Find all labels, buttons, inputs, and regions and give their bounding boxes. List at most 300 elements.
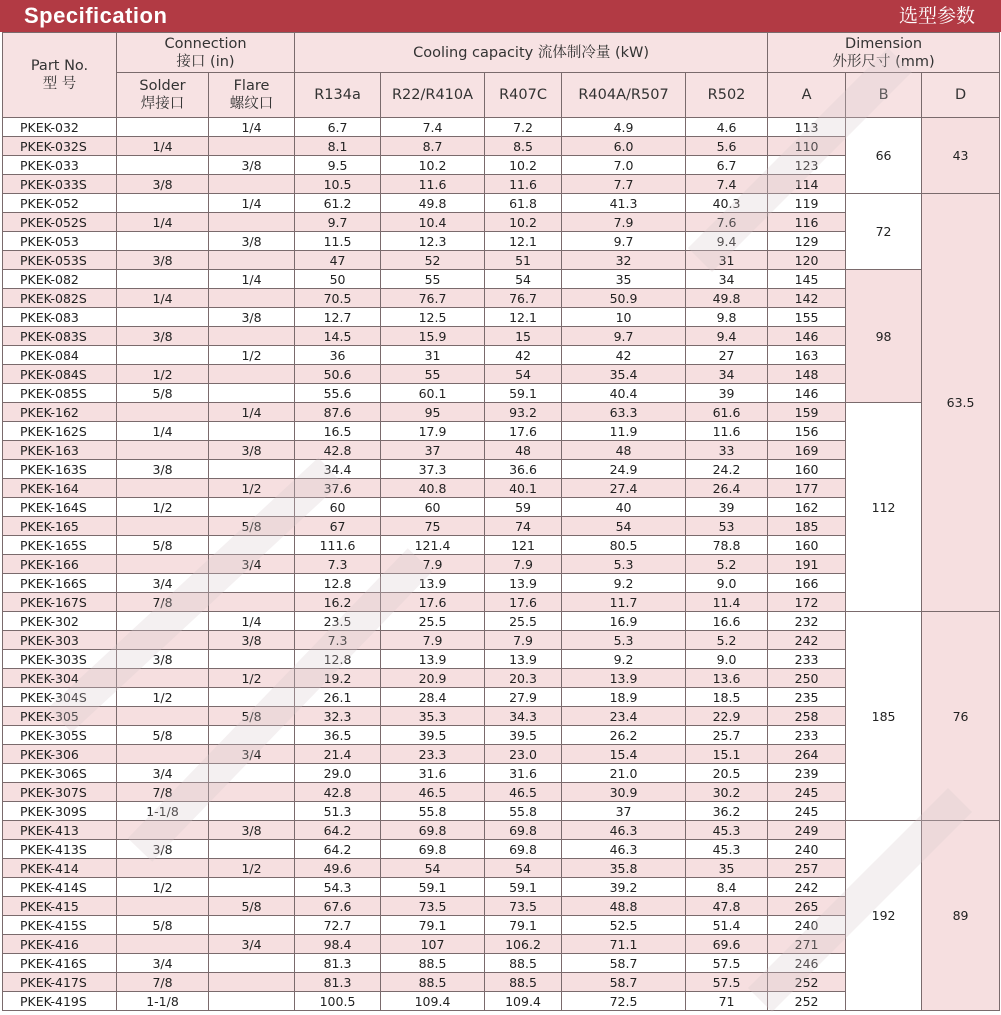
table-row: [3, 270, 1000, 289]
r134a-cell: 47: [295, 251, 381, 270]
dim-a-cell: 235: [768, 688, 846, 707]
r134a-cell: 16.5: [295, 422, 381, 441]
solder-cell: [117, 631, 209, 650]
r134a-cell: 70.5: [295, 289, 381, 308]
part-no-cell: PKEK-416: [3, 935, 117, 954]
r502-cell: 25.7: [686, 726, 768, 745]
flare-cell: [209, 688, 295, 707]
r22-r410a-cell: 37.3: [381, 460, 485, 479]
dim-a-cell: 252: [768, 973, 846, 992]
r407c-cell: 13.9: [485, 650, 562, 669]
r502-cell: 5.2: [686, 631, 768, 650]
part-no-label-cn: 型 号: [42, 76, 77, 92]
r134a-cell: 16.2: [295, 593, 381, 612]
part-no-cell: PKEK-082: [3, 270, 117, 289]
r134a-cell: 29.0: [295, 764, 381, 783]
flare-cell: 3/8: [209, 308, 295, 327]
flare-cell: 3/4: [209, 935, 295, 954]
r22-r410a-cell: 55: [381, 270, 485, 289]
r134a-cell: 64.2: [295, 840, 381, 859]
r404a-r507-cell: 15.4: [562, 745, 686, 764]
r404a-r507-cell: 48.8: [562, 897, 686, 916]
solder-header: [117, 73, 209, 118]
r407c-cell: 106.2: [485, 935, 562, 954]
r404a-r507-cell: 11.9: [562, 422, 686, 441]
r407c-cell: 34.3: [485, 707, 562, 726]
r407c-cell: 54: [485, 365, 562, 384]
r404a-r507-cell: 54: [562, 517, 686, 536]
r407c-cell: 12.1: [485, 308, 562, 327]
dim-d-cell: 89: [922, 821, 1000, 1011]
r404a-r507-cell: 27.4: [562, 479, 686, 498]
solder-cell: 5/8: [117, 726, 209, 745]
r407c-cell: 17.6: [485, 593, 562, 612]
solder-cell: [117, 270, 209, 289]
r404a-r507-cell: 5.3: [562, 555, 686, 574]
part-no-cell: PKEK-307S: [3, 783, 117, 802]
r22-r410a-cell: 17.9: [381, 422, 485, 441]
r404a-r507-cell: 9.2: [562, 650, 686, 669]
flare-cell: [209, 954, 295, 973]
r22-r410a-cell: 25.5: [381, 612, 485, 631]
dimension-header: [768, 33, 1000, 73]
r134a-cell: 55.6: [295, 384, 381, 403]
r404a-r507-cell: 41.3: [562, 194, 686, 213]
r404a-r507-cell: 9.2: [562, 574, 686, 593]
flare-cell: 1/4: [209, 118, 295, 137]
r404a-r507-cell: 71.1: [562, 935, 686, 954]
solder-cell: 1/4: [117, 213, 209, 232]
r502-cell: 40.3: [686, 194, 768, 213]
dim-a-cell: 119: [768, 194, 846, 213]
spec-table: [2, 32, 1000, 1011]
part-no-cell: PKEK-303: [3, 631, 117, 650]
solder-cell: 1-1/8: [117, 802, 209, 821]
dim-a-cell: 233: [768, 726, 846, 745]
solder-cell: [117, 612, 209, 631]
part-no-cell: PKEK-309S: [3, 802, 117, 821]
flare-cell: 1/4: [209, 403, 295, 422]
solder-cell: 7/8: [117, 593, 209, 612]
r22-r410a-cell: 76.7: [381, 289, 485, 308]
r502-cell: 35: [686, 859, 768, 878]
dim-a-cell: 239: [768, 764, 846, 783]
r134a-cell: 111.6: [295, 536, 381, 555]
dim-b-cell: 112: [846, 403, 922, 612]
part-no-cell: PKEK-166: [3, 555, 117, 574]
r404a-r507-cell: 80.5: [562, 536, 686, 555]
r22-r410a-cell: 28.4: [381, 688, 485, 707]
r22-r410a-cell: 59.1: [381, 878, 485, 897]
flare-cell: [209, 802, 295, 821]
flare-cell: [209, 726, 295, 745]
r404a-r507-cell: 30.9: [562, 783, 686, 802]
r407c-cell: 40.1: [485, 479, 562, 498]
dim-a-cell: 242: [768, 631, 846, 650]
part-no-cell: PKEK-305S: [3, 726, 117, 745]
r407c-cell: 54: [485, 859, 562, 878]
r407c-cell: 76.7: [485, 289, 562, 308]
r404a-r507-cell: 40.4: [562, 384, 686, 403]
r407c-cell: 17.6: [485, 422, 562, 441]
r404a-r507-cell: 9.7: [562, 232, 686, 251]
part-no-cell: PKEK-082S: [3, 289, 117, 308]
r22-r410a-cell: 23.3: [381, 745, 485, 764]
r502-cell: 39: [686, 498, 768, 517]
r502-cell: 71: [686, 992, 768, 1011]
solder-cell: 3/4: [117, 764, 209, 783]
r134a-cell: 49.6: [295, 859, 381, 878]
part-no-cell: PKEK-306S: [3, 764, 117, 783]
flare-cell: [209, 422, 295, 441]
solder-cell: 1/4: [117, 422, 209, 441]
r404a-r507-cell: 23.4: [562, 707, 686, 726]
dim-a-cell: 120: [768, 251, 846, 270]
r404a-r507-cell: 58.7: [562, 954, 686, 973]
r134a-cell: 36.5: [295, 726, 381, 745]
r22-r410a-cell: 7.9: [381, 555, 485, 574]
r407c-cell: 73.5: [485, 897, 562, 916]
r134a-cell: 36: [295, 346, 381, 365]
r407c-cell: 12.1: [485, 232, 562, 251]
solder-cell: 7/8: [117, 973, 209, 992]
r134a-cell: 61.2: [295, 194, 381, 213]
part-no-cell: PKEK-304S: [3, 688, 117, 707]
r407c-cell: 13.9: [485, 574, 562, 593]
r404a-r507-cell: 5.3: [562, 631, 686, 650]
dim-a-cell: 163: [768, 346, 846, 365]
part-no-cell: PKEK-084S: [3, 365, 117, 384]
r502-cell: 31: [686, 251, 768, 270]
r404a-r507-cell: 11.7: [562, 593, 686, 612]
flare-cell: [209, 384, 295, 403]
dim-d-cell: 43: [922, 118, 1000, 194]
r22-r410a-cell: 12.3: [381, 232, 485, 251]
flare-cell: [209, 289, 295, 308]
r502-cell: 69.6: [686, 935, 768, 954]
cooling-capacity-header: Cooling capacity 流体制冷量 (kW): [295, 33, 768, 73]
flare-header: [209, 73, 295, 118]
solder-cell: [117, 118, 209, 137]
r134a-cell: 7.3: [295, 555, 381, 574]
r134a-cell: 12.8: [295, 650, 381, 669]
flare-cell: [209, 175, 295, 194]
r134a-cell: 87.6: [295, 403, 381, 422]
r407c-cell: 74: [485, 517, 562, 536]
dim-a-cell: 240: [768, 840, 846, 859]
r404a-r507-cell: 10: [562, 308, 686, 327]
dim-a-cell: 258: [768, 707, 846, 726]
part-no-cell: PKEK-303S: [3, 650, 117, 669]
part-no-cell: PKEK-084: [3, 346, 117, 365]
r22-r410a-cell: 7.9: [381, 631, 485, 650]
r404a-r507-cell: 16.9: [562, 612, 686, 631]
r407c-cell: 42: [485, 346, 562, 365]
flare-cell: 1/4: [209, 612, 295, 631]
page-title-cn: 选型参数: [898, 5, 975, 27]
part-no-cell: PKEK-163: [3, 441, 117, 460]
r134a-cell: 42.8: [295, 441, 381, 460]
part-no-cell: PKEK-032: [3, 118, 117, 137]
r407c-cell: 11.6: [485, 175, 562, 194]
dim-b-cell: 98: [846, 270, 922, 403]
r502-cell: 22.9: [686, 707, 768, 726]
r134a-cell: 12.8: [295, 574, 381, 593]
r502-cell: 18.5: [686, 688, 768, 707]
flare-cell: 3/8: [209, 441, 295, 460]
dim-a-cell: 177: [768, 479, 846, 498]
r22-r410a-cell: 107: [381, 935, 485, 954]
solder-cell: [117, 821, 209, 840]
spec-table-body: [3, 118, 1000, 1011]
flare-cell: 3/8: [209, 631, 295, 650]
dim-a-cell: 264: [768, 745, 846, 764]
r404a-r507-cell: 58.7: [562, 973, 686, 992]
r134a-cell: 12.7: [295, 308, 381, 327]
r404a-r507-cell: 46.3: [562, 821, 686, 840]
dim-a-cell: 191: [768, 555, 846, 574]
r22-r410a-cell: 8.7: [381, 137, 485, 156]
solder-cell: [117, 156, 209, 175]
r22-r410a-cell: 79.1: [381, 916, 485, 935]
r407c-cell: 54: [485, 270, 562, 289]
r404a-r507-cell: 21.0: [562, 764, 686, 783]
r404a-r507-cell: 7.9: [562, 213, 686, 232]
flare-cell: 1/2: [209, 479, 295, 498]
flare-cell: [209, 650, 295, 669]
flare-cell: 1/4: [209, 194, 295, 213]
connection-label-cn: 接口 (in): [176, 53, 235, 70]
r134a-cell: 10.5: [295, 175, 381, 194]
dim-a-cell: 160: [768, 460, 846, 479]
r407c-cell: 88.5: [485, 973, 562, 992]
r404a-r507-cell: 50.9: [562, 289, 686, 308]
flare-cell: 5/8: [209, 517, 295, 536]
page-title: Specification: [24, 3, 168, 28]
r22-r410a-cell: 11.6: [381, 175, 485, 194]
r22-r410a-cell: 31: [381, 346, 485, 365]
r502-cell: 45.3: [686, 821, 768, 840]
part-no-cell: PKEK-052: [3, 194, 117, 213]
r407c-cell: 79.1: [485, 916, 562, 935]
r407c-cell: 10.2: [485, 213, 562, 232]
flare-cell: 3/8: [209, 232, 295, 251]
flare-cell: [209, 498, 295, 517]
dim-a-cell: 123: [768, 156, 846, 175]
r502-cell: 9.0: [686, 574, 768, 593]
part-no-cell: PKEK-083S: [3, 327, 117, 346]
r502-cell: 61.6: [686, 403, 768, 422]
part-no-cell: PKEK-304: [3, 669, 117, 688]
dim-a-cell: 162: [768, 498, 846, 517]
r22-r410a-header: R22/R410A: [381, 73, 485, 118]
r502-cell: 34: [686, 365, 768, 384]
r134a-cell: 67: [295, 517, 381, 536]
r407c-cell: 31.6: [485, 764, 562, 783]
r404a-r507-cell: 18.9: [562, 688, 686, 707]
solder-cell: 3/8: [117, 460, 209, 479]
r22-r410a-cell: 55.8: [381, 802, 485, 821]
dim-a-cell: 271: [768, 935, 846, 954]
solder-cell: [117, 935, 209, 954]
flare-cell: [209, 992, 295, 1011]
dim-a-header: A: [768, 73, 846, 118]
r22-r410a-cell: 40.8: [381, 479, 485, 498]
r22-r410a-cell: 54: [381, 859, 485, 878]
solder-cell: 1/2: [117, 688, 209, 707]
solder-cell: [117, 555, 209, 574]
dim-a-cell: 172: [768, 593, 846, 612]
r134a-cell: 60: [295, 498, 381, 517]
dim-b-header: B: [846, 73, 922, 118]
r134a-cell: 21.4: [295, 745, 381, 764]
solder-cell: 7/8: [117, 783, 209, 802]
r407c-cell: 55.8: [485, 802, 562, 821]
part-no-cell: PKEK-414S: [3, 878, 117, 897]
flare-label: Flare: [233, 78, 270, 94]
dim-a-cell: 142: [768, 289, 846, 308]
r22-r410a-cell: 35.3: [381, 707, 485, 726]
dim-a-cell: 246: [768, 954, 846, 973]
r502-cell: 9.4: [686, 232, 768, 251]
dim-a-cell: 169: [768, 441, 846, 460]
r404a-r507-cell: 72.5: [562, 992, 686, 1011]
r407c-cell: 69.8: [485, 840, 562, 859]
r502-cell: 34: [686, 270, 768, 289]
r502-cell: 78.8: [686, 536, 768, 555]
r404a-r507-cell: 35: [562, 270, 686, 289]
flare-cell: [209, 213, 295, 232]
solder-cell: [117, 479, 209, 498]
dimension-label-cn: 外形尺寸 (mm): [832, 53, 935, 70]
dim-a-cell: 233: [768, 650, 846, 669]
dim-a-cell: 240: [768, 916, 846, 935]
r22-r410a-cell: 20.9: [381, 669, 485, 688]
flare-cell: [209, 327, 295, 346]
r407c-cell: 23.0: [485, 745, 562, 764]
flare-cell: 5/8: [209, 707, 295, 726]
part-no-cell: PKEK-085S: [3, 384, 117, 403]
r134a-cell: 32.3: [295, 707, 381, 726]
flare-label-cn: 螺纹口: [229, 96, 274, 112]
dim-b-cell: 185: [846, 612, 922, 821]
r134a-cell: 37.6: [295, 479, 381, 498]
solder-cell: [117, 346, 209, 365]
r502-cell: 53: [686, 517, 768, 536]
part-no-cell: PKEK-413S: [3, 840, 117, 859]
part-no-cell: PKEK-033: [3, 156, 117, 175]
r22-r410a-cell: 60.1: [381, 384, 485, 403]
solder-cell: [117, 403, 209, 422]
r502-cell: 45.3: [686, 840, 768, 859]
dim-a-cell: 114: [768, 175, 846, 194]
flare-cell: [209, 137, 295, 156]
r134a-cell: 50.6: [295, 365, 381, 384]
r404a-r507-cell: 52.5: [562, 916, 686, 935]
r407c-cell: 59.1: [485, 878, 562, 897]
flare-cell: 3/8: [209, 156, 295, 175]
part-no-cell: PKEK-415: [3, 897, 117, 916]
dim-a-cell: 185: [768, 517, 846, 536]
r404a-r507-cell: 48: [562, 441, 686, 460]
dim-a-cell: 257: [768, 859, 846, 878]
r502-cell: 9.8: [686, 308, 768, 327]
dim-d-cell: 76: [922, 612, 1000, 821]
r502-cell: 30.2: [686, 783, 768, 802]
r502-cell: 5.2: [686, 555, 768, 574]
solder-cell: 5/8: [117, 536, 209, 555]
r404a-r507-cell: 13.9: [562, 669, 686, 688]
r407c-cell: 36.6: [485, 460, 562, 479]
r134a-cell: 9.7: [295, 213, 381, 232]
r502-cell: 49.8: [686, 289, 768, 308]
r22-r410a-cell: 10.2: [381, 156, 485, 175]
part-no-cell: PKEK-415S: [3, 916, 117, 935]
solder-cell: 1/4: [117, 289, 209, 308]
part-no-cell: PKEK-032S: [3, 137, 117, 156]
part-no-cell: PKEK-165: [3, 517, 117, 536]
solder-cell: 1/2: [117, 878, 209, 897]
flare-cell: 3/8: [209, 821, 295, 840]
r134a-cell: 7.3: [295, 631, 381, 650]
part-no-cell: PKEK-166S: [3, 574, 117, 593]
r407c-cell: 8.5: [485, 137, 562, 156]
r134a-cell: 50: [295, 270, 381, 289]
table-row: [3, 403, 1000, 422]
r407c-cell: 109.4: [485, 992, 562, 1011]
part-no-cell: PKEK-053S: [3, 251, 117, 270]
flare-cell: [209, 365, 295, 384]
connection-header: [117, 33, 295, 73]
r502-cell: 27: [686, 346, 768, 365]
r407c-cell: 61.8: [485, 194, 562, 213]
r22-r410a-cell: 60: [381, 498, 485, 517]
dim-a-cell: 250: [768, 669, 846, 688]
r134a-cell: 23.5: [295, 612, 381, 631]
solder-cell: 3/4: [117, 574, 209, 593]
solder-cell: 1-1/8: [117, 992, 209, 1011]
part-no-cell: PKEK-162: [3, 403, 117, 422]
r502-cell: 33: [686, 441, 768, 460]
r407c-cell: 15: [485, 327, 562, 346]
flare-cell: [209, 593, 295, 612]
dim-b-cell: 192: [846, 821, 922, 1011]
r22-r410a-cell: 75: [381, 517, 485, 536]
part-no-cell: PKEK-052S: [3, 213, 117, 232]
solder-cell: 3/8: [117, 251, 209, 270]
dim-a-cell: 245: [768, 783, 846, 802]
r502-cell: 20.5: [686, 764, 768, 783]
solder-cell: 3/8: [117, 650, 209, 669]
r404a-r507-cell: 39.2: [562, 878, 686, 897]
flare-cell: [209, 973, 295, 992]
r502-cell: 11.4: [686, 593, 768, 612]
part-no-cell: PKEK-164: [3, 479, 117, 498]
r404a-r507-cell: 63.3: [562, 403, 686, 422]
flare-cell: [209, 916, 295, 935]
r407c-cell: 10.2: [485, 156, 562, 175]
dimension-label: Dimension: [845, 35, 923, 52]
r502-header: R502: [686, 73, 768, 118]
part-no-cell: PKEK-419S: [3, 992, 117, 1011]
r404a-r507-cell: 42: [562, 346, 686, 365]
r22-r410a-cell: 15.9: [381, 327, 485, 346]
solder-cell: 3/8: [117, 327, 209, 346]
dim-d-header: D: [922, 73, 1000, 118]
r407c-cell: 27.9: [485, 688, 562, 707]
table-row: [3, 118, 1000, 137]
r404a-r507-cell: 46.3: [562, 840, 686, 859]
